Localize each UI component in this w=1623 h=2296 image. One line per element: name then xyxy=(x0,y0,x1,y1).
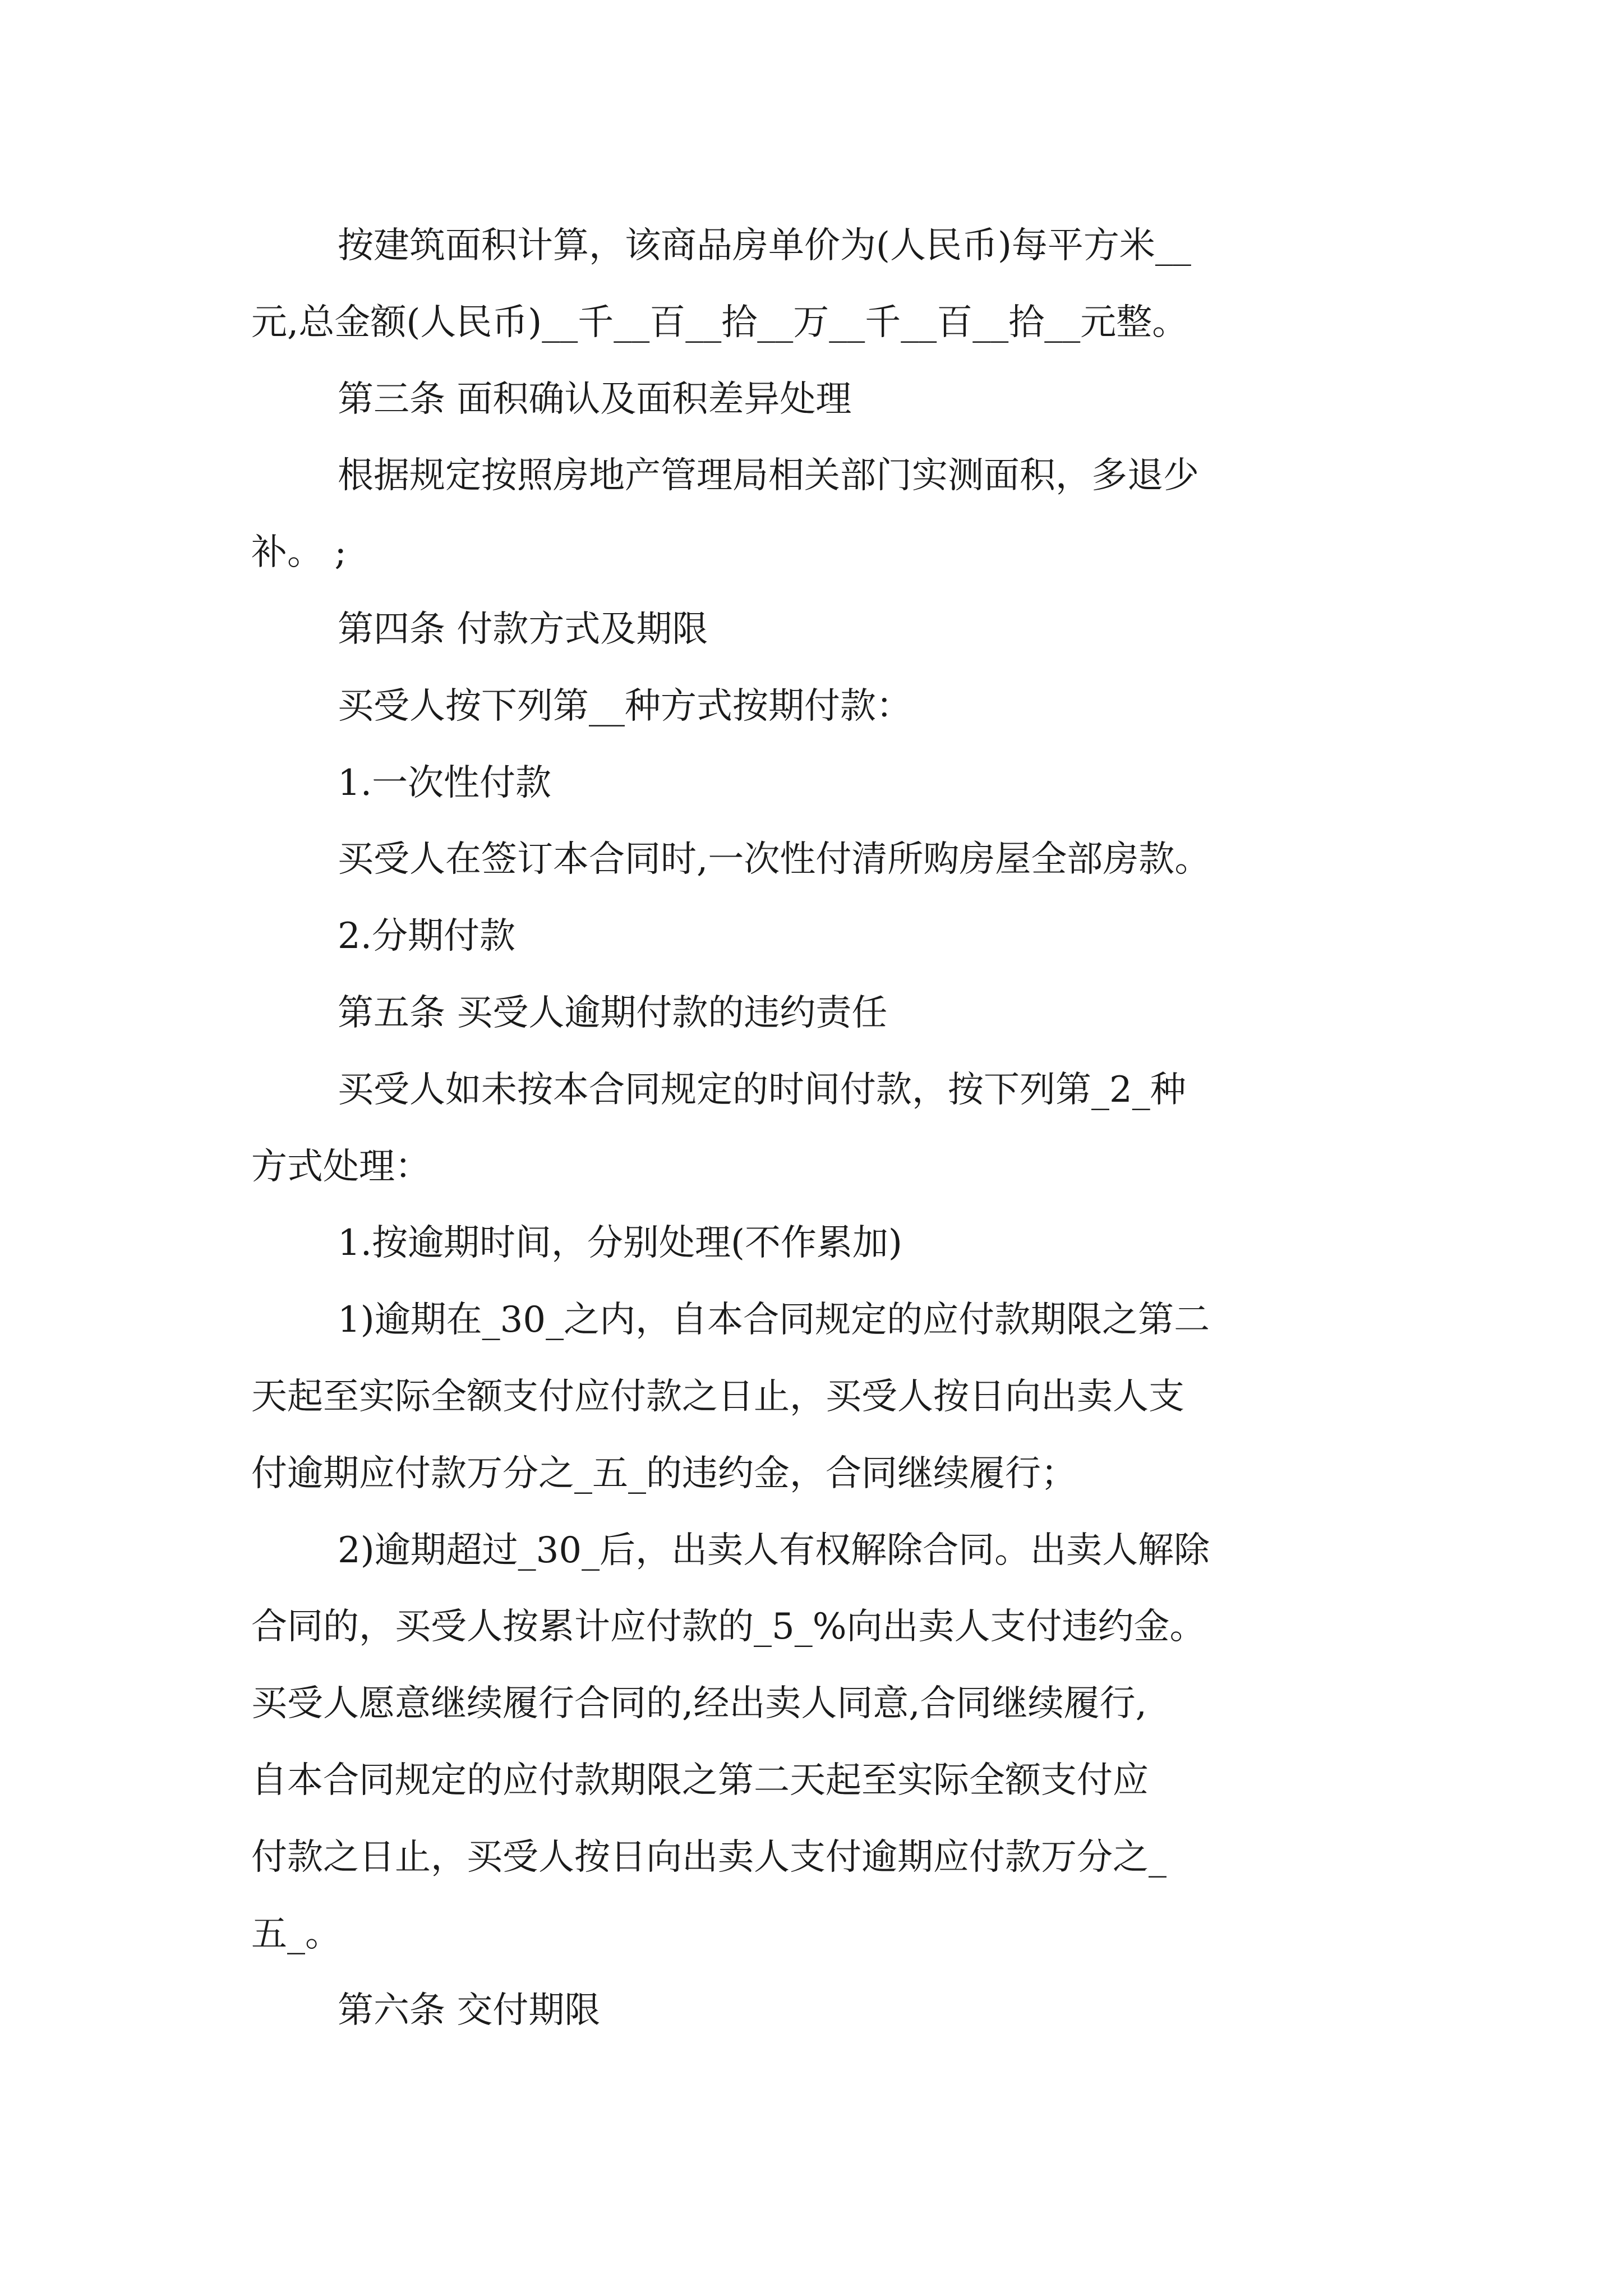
text-line: 补。 ; xyxy=(251,532,347,574)
section-heading: 第六条 交付期限 xyxy=(338,1990,601,2032)
text-line: 付款之日止，买受人按日向出卖人支付逾期应付款万分之_ xyxy=(251,1836,1166,1878)
text-line: 买受人在签订本合同时,一次性付清所购房屋全部房款。 xyxy=(338,839,1211,881)
text-line: 元,总金额(人民币)__千__百__拾__万__千__百__拾__元整。 xyxy=(251,301,1188,343)
text-line: 合同的，买受人按累计应付款的_5_%向出卖人支付违约金。 xyxy=(251,1606,1206,1648)
contract-text xyxy=(251,208,1446,2049)
list-item: 1.一次性付款 xyxy=(338,762,552,804)
section-heading: 第三条 面积确认及面积差异处理 xyxy=(338,378,852,420)
text-line: 五_。 xyxy=(251,1913,341,1955)
text-line: 方式处理： xyxy=(251,1145,431,1188)
text-line: 2)逾期超过_30_后，出卖人有权解除合同。出卖人解除 xyxy=(338,1529,1210,1571)
section-heading: 第四条 付款方式及期限 xyxy=(338,608,708,650)
text-line: 买受人愿意继续履行合同的,经出卖人同意,合同继续履行, xyxy=(251,1683,1147,1725)
text-line: 付逾期应付款万分之_五_的违约金，合同继续履行； xyxy=(251,1452,1077,1494)
section-heading: 第五条 买受人逾期付款的违约责任 xyxy=(338,992,888,1034)
text-line: 天起至实际全额支付应付款之日止，买受人按日向出卖人支 xyxy=(251,1375,1184,1418)
text-line: 1)逾期在_30_之内，自本合同规定的应付款期限之第二 xyxy=(338,1299,1210,1341)
list-item: 1.按逾期时间，分别处理(不作累加) xyxy=(338,1222,902,1264)
text-line: 自本合同规定的应付款期限之第二天起至实际全额支付应 xyxy=(251,1759,1149,1801)
list-item: 2.分期付款 xyxy=(338,915,516,958)
text-line: 根据规定按照房地产管理局相关部门实测面积，多退少 xyxy=(338,455,1199,497)
text-line: 按建筑面积计算，该商品房单价为(人民币)每平方米__ xyxy=(338,225,1191,266)
text-line: 买受人如未按本合同规定的时间付款，按下列第_2_种 xyxy=(338,1069,1186,1111)
text-line: 买受人按下列第__种方式按期付款： xyxy=(338,685,912,727)
